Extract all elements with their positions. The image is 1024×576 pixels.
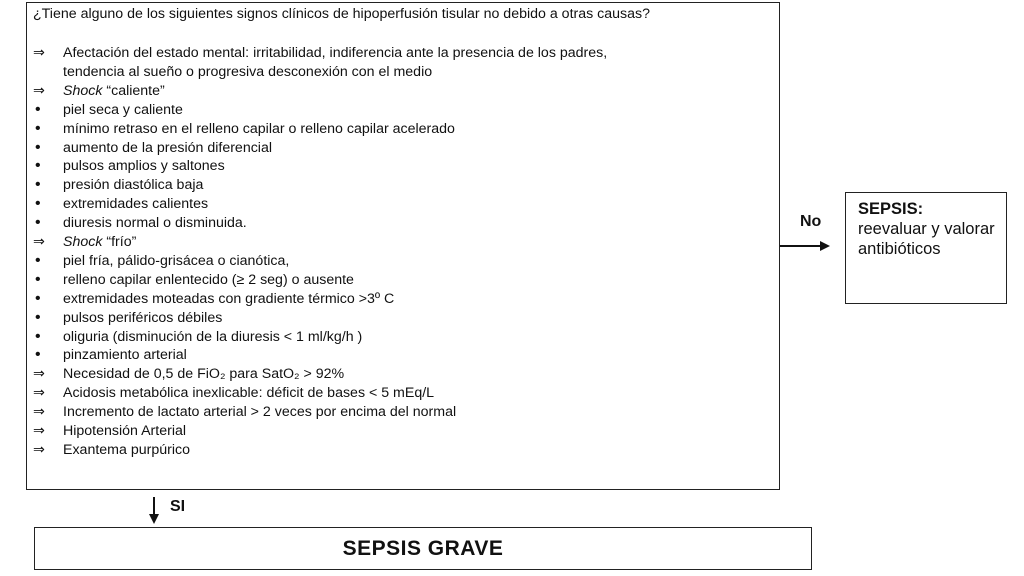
criteria-item-text: relleno capilar enlentecido (≥ 2 seg) o ausente xyxy=(63,271,354,288)
criteria-item-text: Hipotensión Arterial xyxy=(63,423,187,439)
bullet-icon: • xyxy=(35,176,41,194)
bullet-icon: • xyxy=(35,214,41,232)
bullet-icon: • xyxy=(35,270,41,288)
bullet-icon: • xyxy=(35,327,41,345)
criteria-item-text: Afectación del estado mental: irritabilidad, indiferencia ante la presencia de los padres, xyxy=(63,45,608,61)
criteria-item-text: piel fría, pálido-grisácea o cianótica, xyxy=(63,252,290,269)
double-arrow-icon: ⇒ xyxy=(33,423,45,439)
criteria-item-text: Incremento de lactato arterial > 2 veces por encima del normal xyxy=(63,404,457,421)
criteria-item-text: pulsos amplios y saltones xyxy=(63,158,225,175)
criteria-item-text: oliguria (disminución de la diuresis < 1 ml/kg/h ) xyxy=(63,328,363,345)
criteria-item-text: diuresis normal o disminuida. xyxy=(63,215,247,232)
double-arrow-icon: ⇒ xyxy=(33,404,45,421)
double-arrow-icon: ⇒ xyxy=(33,234,45,250)
sepsis-title: SEPSIS: xyxy=(858,200,924,218)
bullet-icon: • xyxy=(35,157,41,175)
si-label: SI xyxy=(170,498,186,515)
bullet-icon: • xyxy=(35,100,41,118)
criteria-item-text: Necesidad de 0,5 de FiO₂ para SatO₂ > 92% xyxy=(63,366,345,383)
question-text: ¿Tiene alguno de los siguientes signos clínicos de hipoperfusión tisular no debido a otras causas? xyxy=(33,6,651,22)
criteria-item-text: tendencia al sueño o progresiva desconexión con el medio xyxy=(63,63,433,80)
criteria-item-italic: Shock xyxy=(63,234,103,250)
criteria-item-text: extremidades moteadas con gradiente térmico >3º C xyxy=(63,290,395,307)
criteria-item-text: Acidosis metabólica inexlicable: déficit de bases < 5 mEq/L xyxy=(63,385,435,402)
double-arrow-icon: ⇒ xyxy=(33,45,45,61)
bullet-icon: • xyxy=(35,195,41,213)
criteria-item-text: extremidades calientes xyxy=(63,196,209,213)
double-arrow-icon: ⇒ xyxy=(33,82,45,99)
criteria-item-text: piel seca y caliente xyxy=(63,101,183,118)
sepsis-action: reevaluar y valorar antibióticos xyxy=(858,220,995,258)
criteria-item-text: aumento de la presión diferencial xyxy=(63,139,273,156)
criteria-item-text: pulsos periféricos débiles xyxy=(63,309,223,326)
criteria-item-text: Exantema purpúrico xyxy=(63,441,190,458)
double-arrow-icon: ⇒ xyxy=(33,441,45,458)
bullet-icon: • xyxy=(35,346,41,364)
no-label: No xyxy=(800,213,822,230)
double-arrow-icon: ⇒ xyxy=(33,366,45,383)
arrow-si xyxy=(149,497,159,524)
criteria-item-text: pinzamiento arterial xyxy=(63,347,187,364)
bullet-icon: • xyxy=(35,251,41,269)
arrow-no xyxy=(780,241,830,251)
bullet-icon: • xyxy=(35,119,41,137)
criteria-item-text: mínimo retraso en el relleno capilar o relleno capilar acelerado xyxy=(63,120,455,137)
bullet-icon: • xyxy=(35,289,41,307)
criteria-item-italic: Shock xyxy=(63,82,103,99)
double-arrow-icon: ⇒ xyxy=(33,385,45,402)
bullet-icon: • xyxy=(35,308,41,326)
bullet-icon: • xyxy=(35,138,41,156)
criteria-item-rest: “caliente” xyxy=(102,82,165,99)
criteria-item-text: presión diastólica baja xyxy=(63,177,204,194)
sepsis-grave-title: SEPSIS GRAVE xyxy=(342,537,504,560)
criteria-item-rest: “frío” xyxy=(102,234,137,250)
